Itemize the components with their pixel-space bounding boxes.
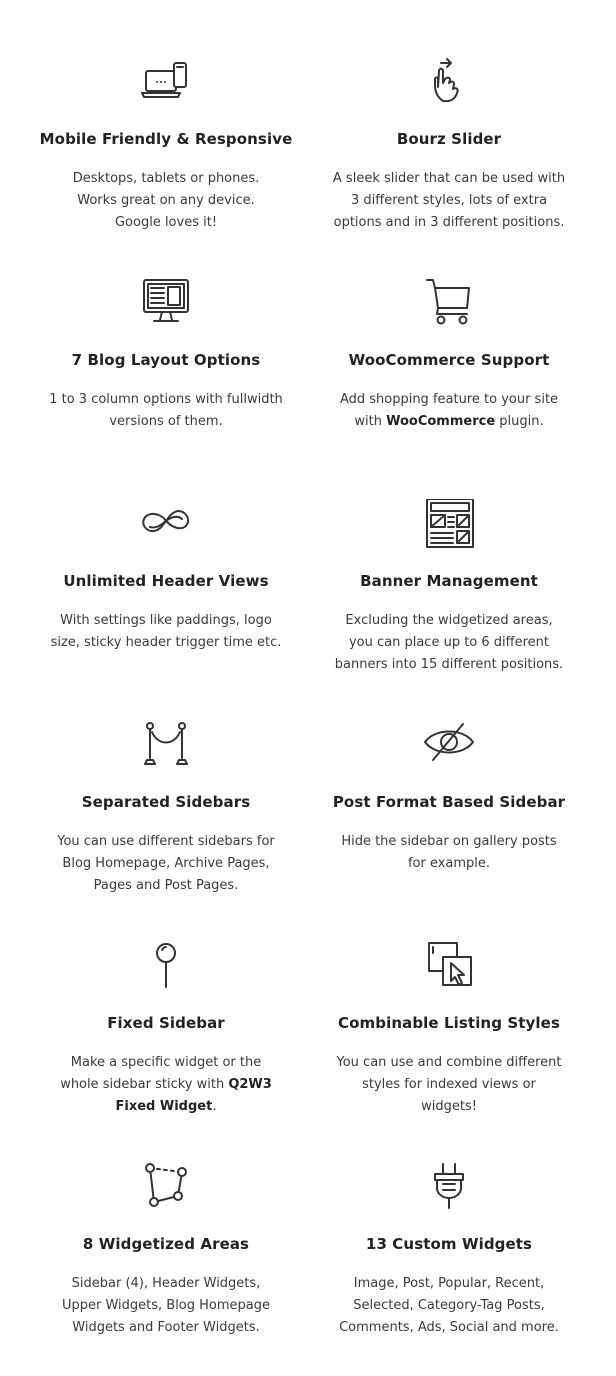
feature-title: Mobile Friendly & Responsive	[39, 130, 293, 148]
feature-description: Desktops, tablets or phones. Works great on any device. Google loves it!	[72, 171, 260, 230]
shopping-cart-icon	[419, 278, 479, 330]
feature-title: 7 Blog Layout Options	[71, 351, 261, 369]
feature-fixed-sidebar	[36, 941, 296, 1114]
feature-post-format-sidebar	[319, 720, 579, 871]
feature-mobile-friendly	[36, 57, 296, 230]
feature-description: With settings like paddings, logo size, sticky header trigger time etc.	[50, 613, 282, 650]
feature-description: 1 to 3 column options with fullwidth versions of them.	[49, 392, 283, 429]
feature-title: Unlimited Header Views	[63, 572, 269, 590]
feature-title: Separated Sidebars	[81, 793, 251, 811]
monitor-layout-icon	[136, 278, 196, 330]
woocommerce-bold: WooCommerce	[386, 414, 496, 429]
feature-title: Combinable Listing Styles	[338, 1014, 560, 1032]
feature-description: You can use and combine different styles for indexed views or widgets!	[336, 1055, 562, 1114]
feature-separated-sidebars	[36, 720, 296, 893]
feature-bourz-slider	[319, 57, 579, 230]
feature-description: Excluding the widgetized areas, you can place up to 6 different banners into 15 different positions.	[334, 613, 564, 672]
fixed-widget-line: Fixed Widget.	[115, 1099, 217, 1114]
feature-unlimited-header	[36, 499, 296, 650]
feature-banner-management	[319, 499, 579, 672]
feature-title: Banner Management	[360, 572, 538, 590]
feature-title: Post Format Based Sidebar	[332, 793, 566, 811]
feature-title: 13 Custom Widgets	[365, 1235, 533, 1253]
feature-widgetized-areas	[36, 1162, 296, 1335]
feature-description: Make a specific widget or the whole sidebar sticky with Q2W3 Fixed Widget.	[60, 1055, 272, 1114]
feature-description: Sidebar (4), Header Widgets, Upper Widgets, Blog Homepage Widgets and Footer Widgets.	[61, 1276, 271, 1335]
feature-title: WooCommerce Support	[348, 351, 550, 369]
infinity-icon	[136, 499, 196, 551]
feature-woocommerce	[319, 278, 579, 429]
feature-blog-layout	[36, 278, 296, 429]
feature-custom-widgets	[319, 1162, 579, 1335]
banner-layout-icon	[419, 499, 479, 551]
plug-icon	[419, 1162, 479, 1214]
feature-description: Image, Post, Popular, Recent, Selected, Category-Tag Posts, Comments, Ads, Social and more.	[339, 1276, 559, 1335]
feature-description: You can use different sidebars for Blog Homepage, Archive Pages, Pages and Post Pages.	[57, 834, 275, 893]
feature-title: Fixed Sidebar	[107, 1014, 225, 1032]
eye-hidden-icon	[419, 720, 479, 772]
feature-description: Add shopping feature to your site with WooCommerce plugin.	[339, 392, 559, 429]
feature-title: Bourz Slider	[396, 130, 502, 148]
feature-title: 8 Widgetized Areas	[82, 1235, 250, 1253]
feature-listing-styles	[319, 941, 579, 1114]
vector-shape-icon	[136, 1162, 196, 1214]
pin-icon	[136, 941, 196, 993]
devices-icon	[136, 57, 196, 109]
rope-barrier-icon	[136, 720, 196, 772]
layers-cursor-icon	[419, 941, 479, 993]
feature-description: A sleek slider that can be used with 3 different styles, lots of extra options and in 3 different positions.	[332, 171, 566, 230]
woocommerce-line: with WooCommerce plugin.	[354, 414, 544, 429]
q2w3-line: whole sidebar sticky with Q2W3	[60, 1077, 272, 1092]
swipe-hand-icon	[419, 57, 479, 109]
feature-description: Hide the sidebar on gallery posts for example.	[341, 834, 557, 871]
